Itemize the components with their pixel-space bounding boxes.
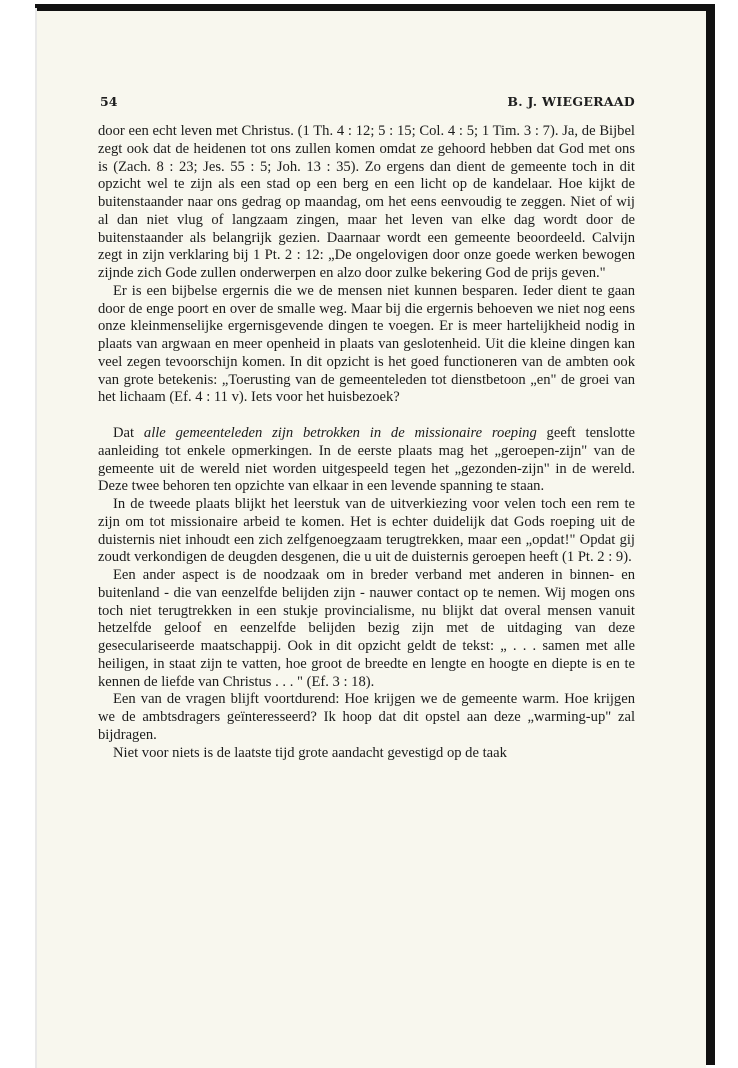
paragraph: Een ander aspect is de noodzaak om in breder verband met anderen in binnen- en buitenland - die van eenzelfde belijden zijn - nauwer contact op te nemen. Wij mogen ons toch niet terugtrekken in een stukje provincialisme, nu blijkt dat overal mensen vanuit hetzelfde geloof en eenzelfde belijden bezig zijn met de uitdaging van deze geseculariseerde maatschappij. Ook in dit opzicht geldt de tekst: „ . . . samen met alle heiligen, in staat zijn te vatten, hoe groot de breedte en lengte en hoogte en diepte is en te kennen de liefde van Christus . . . " (Ef. 3 : 18). [98,567,635,690]
paragraph: Niet voor niets is de laatste tijd grote aandacht gevestigd op de taak [113,744,507,761]
scan-border-right [706,4,715,1065]
emphasized-phrase: alle gemeenteleden zijn betrokken in de missionaire roeping [143,425,537,441]
paragraph: door een echt leven met Christus. (1 Th. 4 : 12; 5 : 15; Col. 4 : 5; 1 Tim. 3 : 7). Ja, de Bijbel zegt ook dat de heidenen tot ons zullen komen omdat ze gehoord hebben dat God met ons is (Zach. 8 : 23; Jes. 55 : 5; Joh. 13 : 35). Zo ergens dan dient de gemeente toch in dit opzicht wel te zijn als een stad op een berg en een licht op de kandelaar. Hoe kijkt de buitenstaander naar ons gedrag op maandag, om het eens eenvoudig te zeggen. Niet of wij al dan niet vlug of langzaam zingen, maar het leven van elke dag wordt door de buitenstaander als belangrijk gezien. Daarnaar wordt een gemeente beoordeeld. Calvijn zegt in zijn verklaring bij 1 Pt. 2 : 12: „De ongelovigen door onze goede werken bewogen zijnde zich Gode zullen onderwerpen en alzo door zulke bekering God de prijs geven." [98,123,635,281]
paragraph-rest: geeft tenslotte aanleiding tot enkele opmerkingen. In de eerste plaats mag het „geroepen-zijn" van de gemeente uit de wereld niet worden uitgespeeld tegen het „gezonden-zijn" in de wereld. Deze twee behoren ten opzichte van elkaar in een levende spanning te staan. [98,425,635,495]
paragraph: Een van de vragen blijft voortdurend: Hoe krijgen we de gemeente warm. Hoe krijgen we de ambtsdragers geïnteresseerd? Ik hoop dat dit opstel aan deze „warming-up" zal bijdragen. [98,691,635,743]
paragraph: In de tweede plaats blijkt het leerstuk van de uitverkiezing voor velen toch een rem te zijn om tot missionaire arbeid te komen. Het is echter duidelijk dat Gods roeping uit de duisternis niet inhoudt een zich zelfgenoegzaam terugtrekken, maar een „opdat!" Opdat gij zoudt verkondigen de deugden desgenen, die u uit de duisternis geroepen heeft (1 Pt. 2 : 9). [98,496,635,566]
paragraph-lead: Dat [113,425,144,441]
body-text [98,123,635,762]
page-number: 54 [100,94,118,109]
running-head-author: B. J. WIEGERAAD [507,94,635,109]
paragraph: Er is een bijbelse ergernis die we de mensen niet kunnen besparen. Ieder dient te gaan door de enge poort en over de smalle weg. Maar bij die ergernis behoeven we niet nog eens onze kleinmenselijke ergernisgevende dingen te voegen. Er is meer hartelijkheid nodig in plaats van argwaan en meer openheid in plaats van geslotenheid. Uit die kleine dingen kan veel zegen tevoorschijn komen. In dit opzicht is het goed functioneren van de ambten ook van grote betekenis: „Toerusting van de gemeenteleden tot dienstbetoon „en" de groei van het lichaam (Ef. 4 : 11 v). Iets voor het huisbezoek? [98,282,635,406]
scan-border-top [35,4,715,11]
paragraph [98,425,635,496]
